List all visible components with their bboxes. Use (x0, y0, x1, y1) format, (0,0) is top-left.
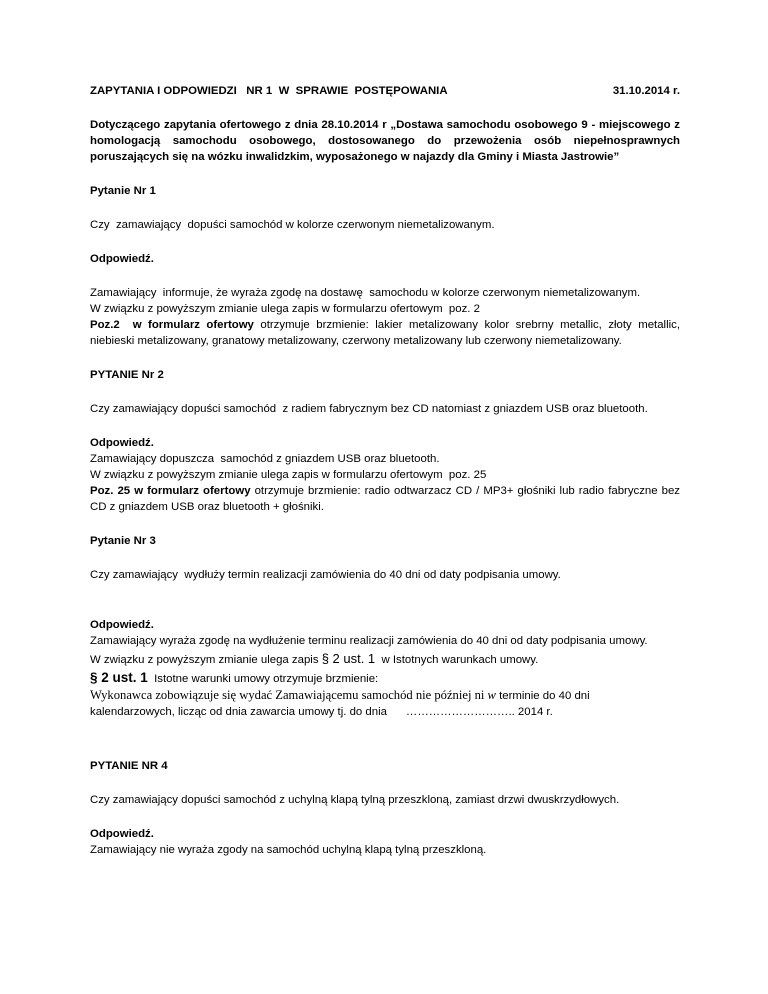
q3-section-text: Istotne warunki umowy otrzymuje brzmienie: (147, 673, 379, 685)
q3-question: Czy zamawiający wydłuży termin realizacji zamówienia do 40 dni od daty podpisania umowy. (90, 569, 561, 581)
q2-answer-line1: Zamawiający dopuszcza samochód z gniazdem USB oraz bluetooth. (90, 453, 440, 465)
q3-heading: Pytanie Nr 3 (90, 535, 156, 547)
q4-answer-line1: Zamawiający nie wyraża zgody na samochód uchylną klapą tylną przeszkloną. (90, 844, 487, 856)
document-header (90, 83, 680, 99)
q3-section-label: § 2 ust. 1 (90, 670, 148, 685)
q1-answer-line2: W związku z powyższym zmianie ulega zapis w formularzu ofertowym poz. 2 (90, 303, 480, 315)
q3-answer-line1: Zamawiający wyraża zgodę na wydłużenie terminu realizacji zamówienia do 40 dni od daty podpisania umowy. (90, 635, 648, 647)
q3-section-line (90, 670, 680, 687)
q1-amendment-text: otrzymuje brzmienie: lakier metalizowany kolor srebrny metallic, złoty metallic, niebieski metalizowany, granatowy metalizowany, czerwony metalizowany lub czerwony niemetalizowany. (90, 319, 681, 347)
q1-answer-amendment (90, 317, 680, 349)
q2-amendment-label: Poz. 25 w formularz ofertowy (90, 485, 251, 497)
q1-question: Czy zamawiający dopuści samochód w kolorze czerwonym niemetalizowanym. (90, 219, 495, 231)
q2-amendment-text: otrzymuje brzmienie: radio odtwarzacz CD / MP3+ głośniki lub radio fabryczne bez CD z gniazdem USB oraz bluetooth + głośniki. (90, 485, 680, 513)
q3-clause-line2: kalendarzowych, licząc od dnia zawarcia umowy tj. do dnia ……………………….. 2014 r. (90, 706, 553, 718)
q3-clause-line1 (90, 687, 680, 704)
q2-answer-line2: W związku z powyższym zmianie ulega zapis w formularzu ofertowym poz. 25 (90, 469, 487, 481)
q3-answer-line2-section: § 2 ust. 1 (321, 651, 376, 666)
q1-answer-line1: Zamawiający informuje, że wyraża zgodę na dostawę samochodu w kolorze czerwonym niemetalizowanym. (90, 287, 641, 299)
q4-heading: PYTANIE NR 4 (90, 760, 168, 772)
q4-question: Czy zamawiający dopuści samochód z uchylną klapą tylną przeszkloną, zamiast drzwi dwuskrzydłowych. (90, 794, 620, 806)
q3-clause-w: w (487, 688, 496, 702)
q3-clause-serif: Wykonawca zobowiązuje się wydać Zamawiającemu samochód nie później ni (90, 688, 488, 702)
q2-answer-heading: Odpowiedź. (90, 437, 154, 449)
document-title: ZAPYTANIA I ODPOWIEDZI NR 1 W SPRAWIE POSTĘPOWANIA (90, 85, 448, 97)
q2-heading: PYTANIE Nr 2 (90, 369, 164, 381)
q3-answer-line2-post: w Istotnych warunkach umowy. (375, 654, 539, 666)
document-date: 31.10.2014 r. (612, 85, 680, 97)
q4-answer-heading: Odpowiedź. (90, 828, 154, 840)
q3-answer-line2-pre: W związku z powyższym zmianie ulega zapis (90, 654, 322, 666)
q3-answer-line2 (90, 651, 680, 668)
document-page (90, 83, 680, 858)
q3-answer-heading: Odpowiedź. (90, 619, 154, 631)
intro-paragraph: Dotyczącego zapytania ofertowego z dnia 28.10.2014 r „Dostawa samochodu osobowego 9 - miejscowego z homologacją samochodu osobowego, dostosowanego do przewożenia osób niepełnosprawnych poruszających się na wózku inwalidzkim, wyposażonego w najazdy dla Gminy i Miasta Jastrowie” (90, 119, 680, 163)
q2-answer-amendment (90, 483, 680, 515)
q1-heading: Pytanie Nr 1 (90, 185, 156, 197)
q1-amendment-label: Poz.2 w formularz ofertowy (90, 319, 254, 331)
q2-question: Czy zamawiający dopuści samochód z radiem fabrycznym bez CD natomiast z gniazdem USB oraz bluetooth. (90, 403, 648, 415)
q3-clause-rest: terminie do 40 dni (495, 690, 590, 702)
q1-answer-heading: Odpowiedź. (90, 253, 154, 265)
